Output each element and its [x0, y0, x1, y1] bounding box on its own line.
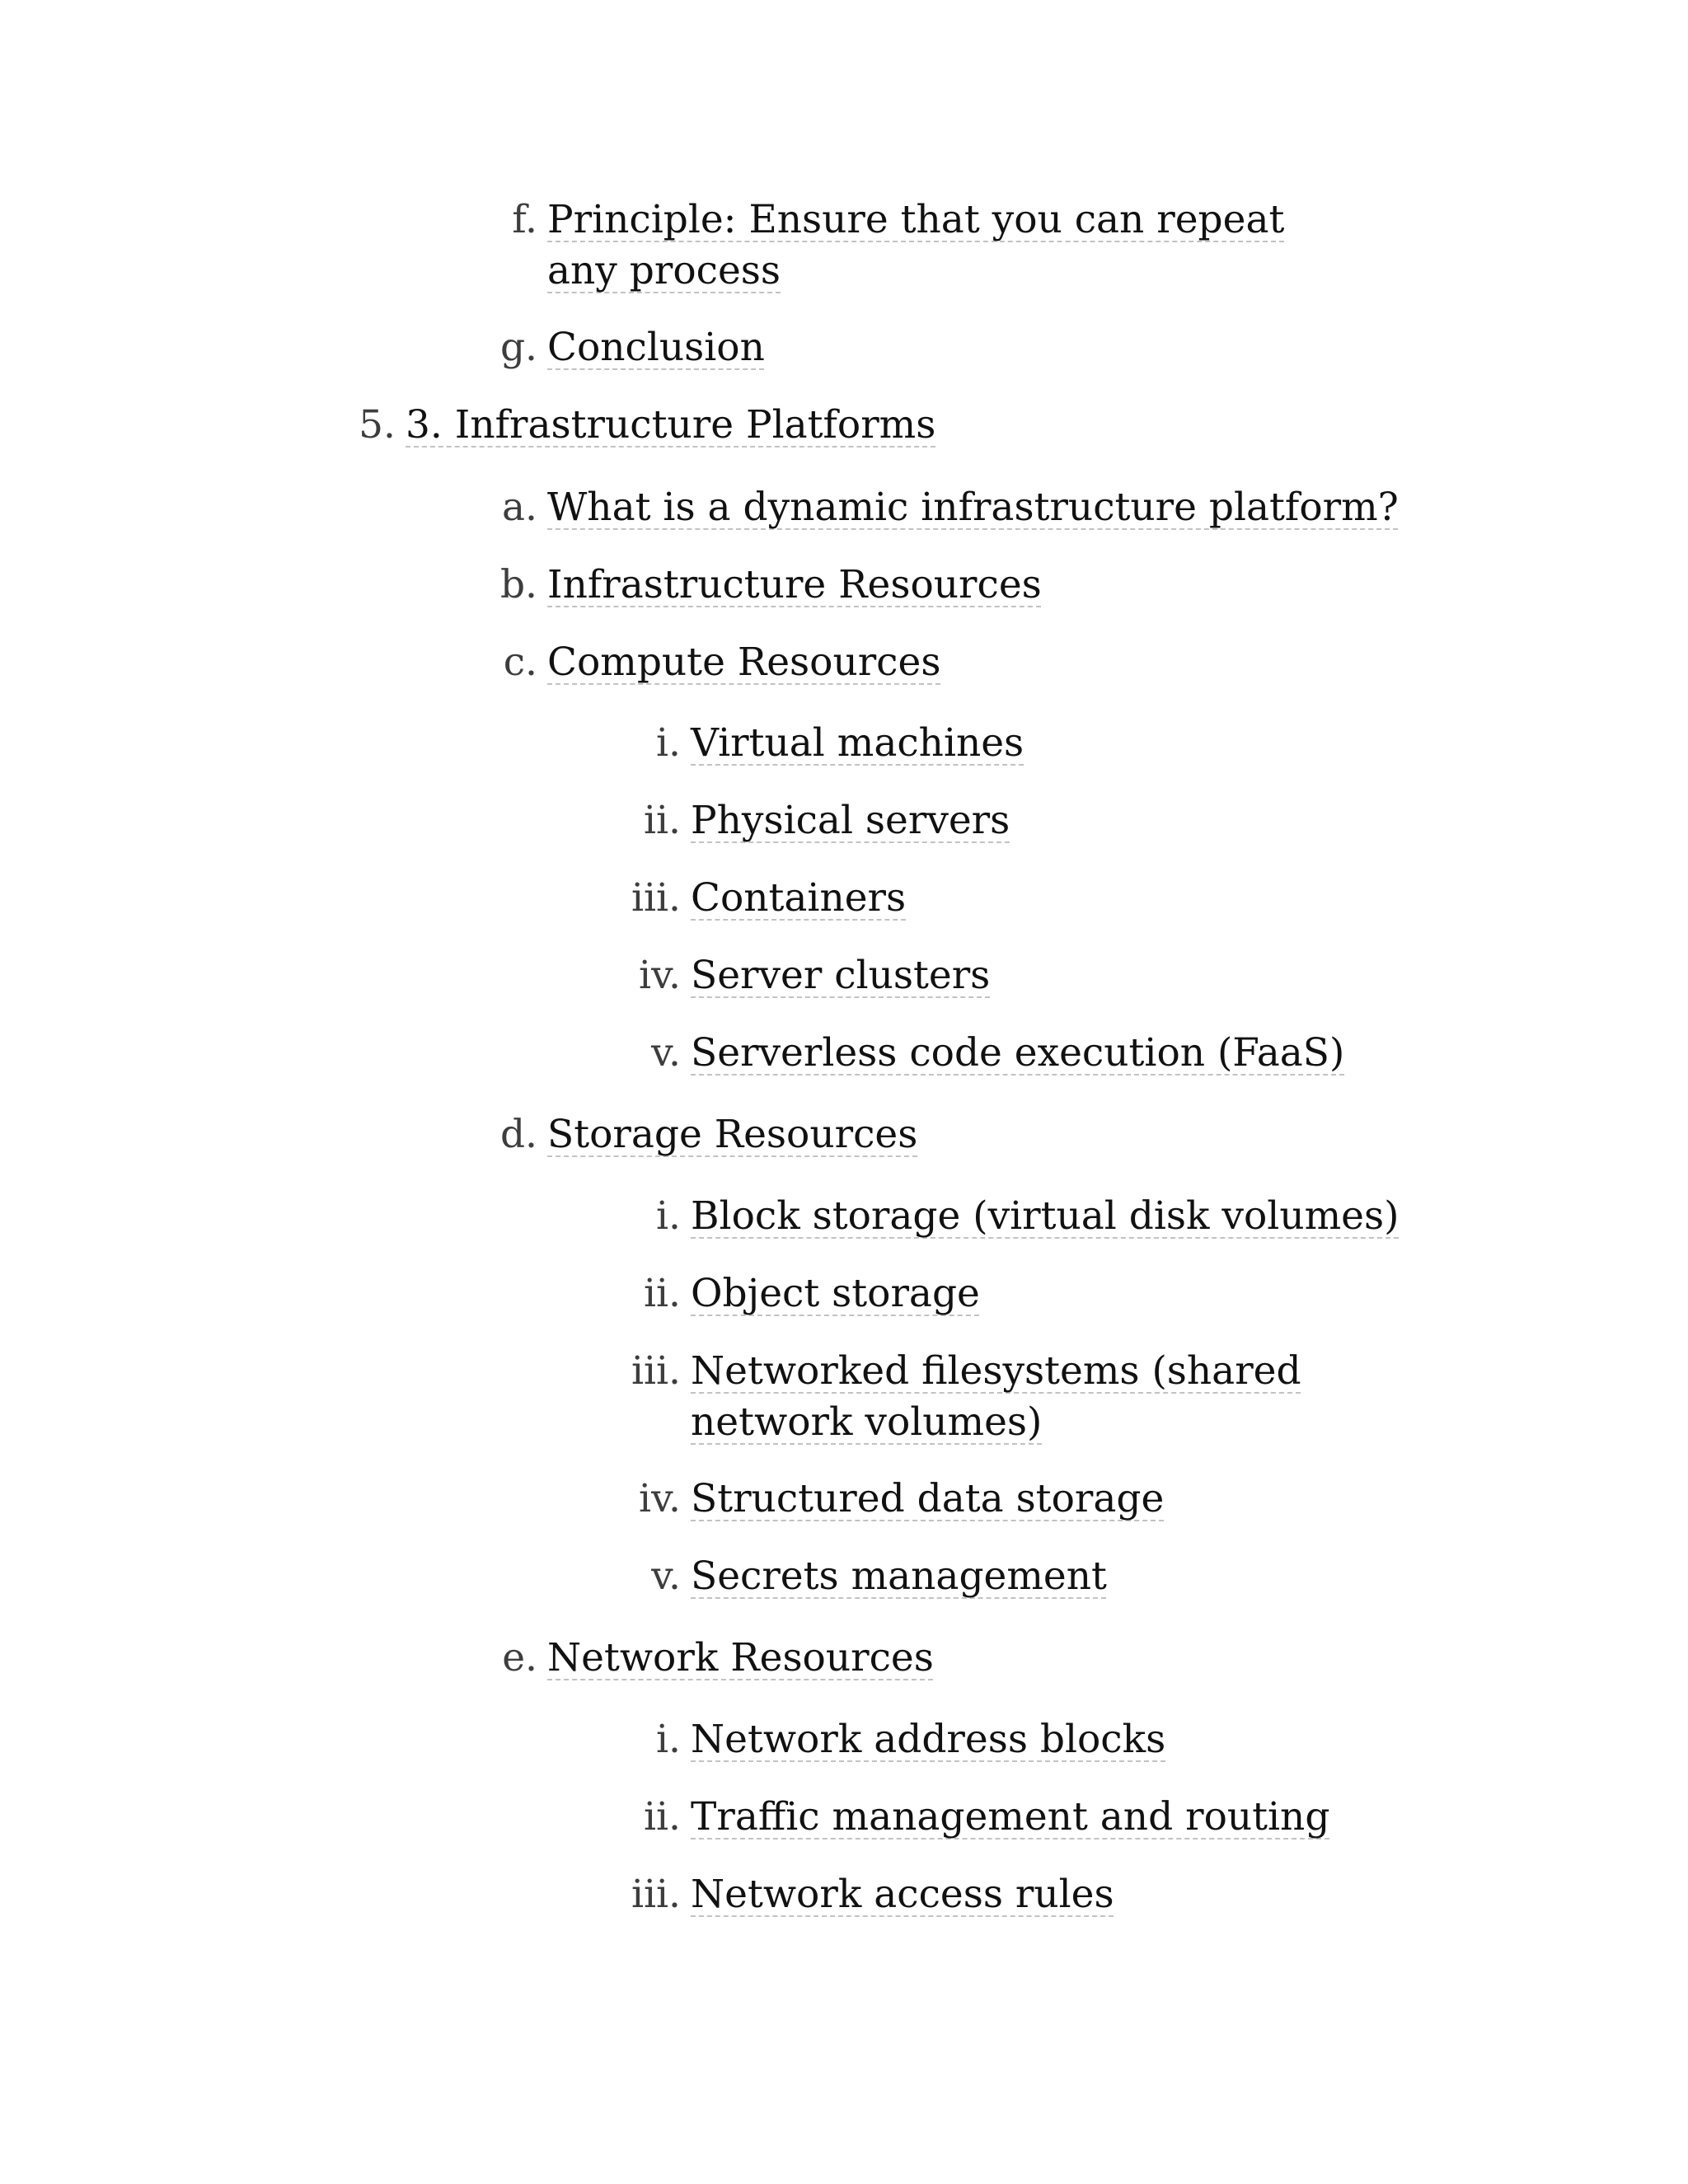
toc-entry — [639, 950, 991, 1001]
toc-entry — [639, 1474, 1165, 1525]
list-marker: iv. — [639, 1476, 681, 1521]
list-marker: iv. — [639, 953, 681, 998]
toc-link-physical-servers[interactable]: Physical servers — [691, 798, 1010, 843]
toc-link-server-clusters[interactable]: Server clusters — [691, 953, 991, 998]
toc-link-network-address-blocks[interactable]: Network address blocks — [691, 1717, 1166, 1762]
toc-link-conclusion[interactable]: Conclusion — [547, 325, 765, 370]
toc-link-object-storage[interactable]: Object storage — [691, 1271, 980, 1316]
toc-entry — [631, 1346, 1432, 1448]
list-marker: iii. — [631, 875, 681, 921]
list-marker: iii. — [631, 1348, 681, 1394]
toc-link-networked-filesystems[interactable]: Networked filesystems (shared network volumes) — [691, 1348, 1301, 1445]
toc-link-network-access-rules[interactable]: Network access rules — [691, 1872, 1114, 1917]
list-marker: a. — [502, 485, 537, 530]
list-marker: ii. — [643, 1271, 681, 1316]
list-marker: iii. — [631, 1872, 681, 1917]
list-marker: d. — [499, 1112, 537, 1157]
toc-entry — [503, 637, 941, 688]
toc-entry — [359, 400, 936, 451]
toc-entry — [631, 873, 907, 924]
list-marker: i. — [656, 1717, 681, 1762]
toc-link-compute-resources[interactable]: Compute Resources — [547, 640, 941, 685]
toc-entry — [643, 795, 1010, 846]
list-marker: ii. — [643, 798, 681, 843]
toc-entry — [643, 1792, 1330, 1843]
toc-link-storage-resources[interactable]: Storage Resources — [547, 1112, 918, 1157]
list-marker: v. — [651, 1030, 681, 1076]
list-marker: v. — [651, 1554, 681, 1599]
list-marker: c. — [503, 640, 537, 685]
toc-link-secrets-management[interactable]: Secrets management — [691, 1554, 1107, 1599]
toc-link-virtual-machines[interactable]: Virtual machines — [691, 720, 1025, 766]
toc-link-infrastructure-resources[interactable]: Infrastructure Resources — [547, 562, 1042, 607]
toc-entry — [499, 322, 765, 373]
toc-entry — [656, 1191, 1400, 1242]
toc-link-block-storage[interactable]: Block storage (virtual disk volumes) — [691, 1193, 1400, 1239]
toc-entry — [502, 482, 1399, 533]
list-marker: 5. — [359, 402, 396, 448]
list-marker: i. — [656, 1193, 681, 1239]
list-marker: ii. — [643, 1794, 681, 1840]
toc-link-principle-repeat-process[interactable]: Principle: Ensure that you can repeat any process — [547, 197, 1285, 293]
toc-link-traffic-management[interactable]: Traffic management and routing — [691, 1794, 1330, 1840]
toc-entry — [656, 718, 1025, 769]
toc-link-infrastructure-platforms[interactable]: 3. Infrastructure Platforms — [406, 402, 936, 448]
list-marker: b. — [499, 562, 537, 607]
toc-entry — [643, 1268, 980, 1319]
toc-link-network-resources[interactable]: Network Resources — [547, 1635, 934, 1680]
toc-link-structured-data-storage[interactable]: Structured data storage — [691, 1476, 1165, 1521]
toc-entry — [656, 1714, 1166, 1765]
toc-entry — [651, 1551, 1107, 1602]
toc-entry — [651, 1028, 1345, 1079]
toc-entry — [499, 1109, 918, 1160]
toc-entry — [512, 194, 1339, 297]
list-marker: e. — [502, 1635, 537, 1680]
toc-entry — [631, 1869, 1114, 1920]
toc-link-serverless[interactable]: Serverless code execution (FaaS) — [691, 1030, 1345, 1076]
toc-link-dynamic-platform[interactable]: What is a dynamic infrastructure platform? — [547, 485, 1399, 530]
list-marker: f. — [512, 197, 537, 242]
list-marker: g. — [499, 325, 537, 370]
toc-link-containers[interactable]: Containers — [691, 875, 907, 921]
toc-entry — [499, 560, 1042, 611]
list-marker: i. — [656, 720, 681, 766]
toc-entry — [502, 1633, 934, 1684]
